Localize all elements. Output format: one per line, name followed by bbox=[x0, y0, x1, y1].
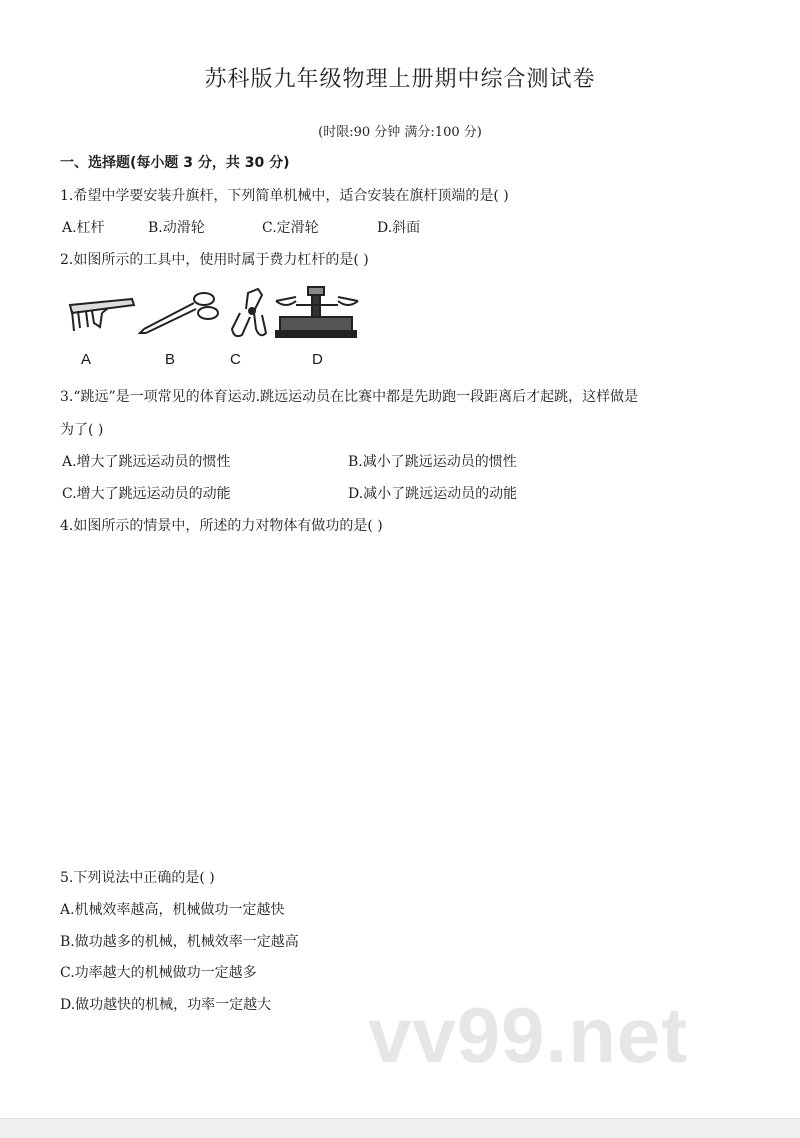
question-5: 5.下列说法中正确的是( ) bbox=[60, 870, 215, 886]
tool-c-pliers bbox=[232, 289, 266, 336]
q3-option-d: D.减小了跳远运动员的动能 bbox=[348, 486, 518, 502]
tool-a-claw-bar bbox=[70, 299, 134, 331]
figure-label-a: A bbox=[81, 351, 92, 368]
section-heading: 一、选择题(每小题 3 分，共 30 分) bbox=[60, 155, 290, 171]
q5-option-c: C.功率越大的机械做功一定越多 bbox=[60, 965, 257, 981]
q1-option-b: B.动滑轮 bbox=[148, 220, 205, 236]
q3-option-b: B.减小了跳远运动员的惯性 bbox=[348, 454, 517, 470]
q5-option-b: B.做功越多的机械，机械效率一定越高 bbox=[60, 934, 299, 950]
question-3-line-2: 为了( ) bbox=[60, 422, 104, 438]
q3-option-a: A.增大了跳远运动员的惯性 bbox=[62, 454, 231, 470]
q1-option-d: D.斜面 bbox=[377, 220, 421, 236]
q1-option-c: C.定滑轮 bbox=[262, 220, 319, 236]
tools-figure bbox=[62, 283, 362, 371]
figure-label-b: B bbox=[165, 351, 176, 368]
page-title: 苏科版九年级物理上册期中综合测试卷 bbox=[204, 67, 596, 92]
page-bottom-edge bbox=[0, 1118, 800, 1138]
question-2: 2.如图所示的工具中，使用时属于费力杠杆的是( ) bbox=[60, 252, 369, 268]
q5-option-a: A.机械效率越高，机械做功一定越快 bbox=[60, 902, 285, 918]
figure-label-d: D bbox=[312, 351, 323, 368]
question-3-line-1: 3.“跳远”是一项常见的体育运动.跳远运动员在比赛中都是先助跑一段距离后才起跳，这样做是 bbox=[60, 389, 639, 405]
figure-label-c: C bbox=[230, 351, 241, 368]
question-1: 1.希望中学要安装升旗杆，下列简单机械中，适合安装在旗杆顶端的是( ) bbox=[60, 188, 509, 204]
q5-option-d: D.做功越快的机械，功率一定越大 bbox=[60, 997, 272, 1013]
tool-b-scissors bbox=[140, 293, 218, 333]
q3-option-c: C.增大了跳远运动员的动能 bbox=[62, 486, 231, 502]
watermark: vv99.net bbox=[368, 991, 689, 1079]
q1-option-a: A.杠杆 bbox=[62, 220, 105, 236]
question-4: 4.如图所示的情景中，所述的力对物体有做功的是( ) bbox=[60, 518, 383, 534]
tool-d-balance bbox=[276, 287, 358, 337]
exam-subtitle: (时限:90 分钟 满分:100 分) bbox=[318, 125, 482, 140]
